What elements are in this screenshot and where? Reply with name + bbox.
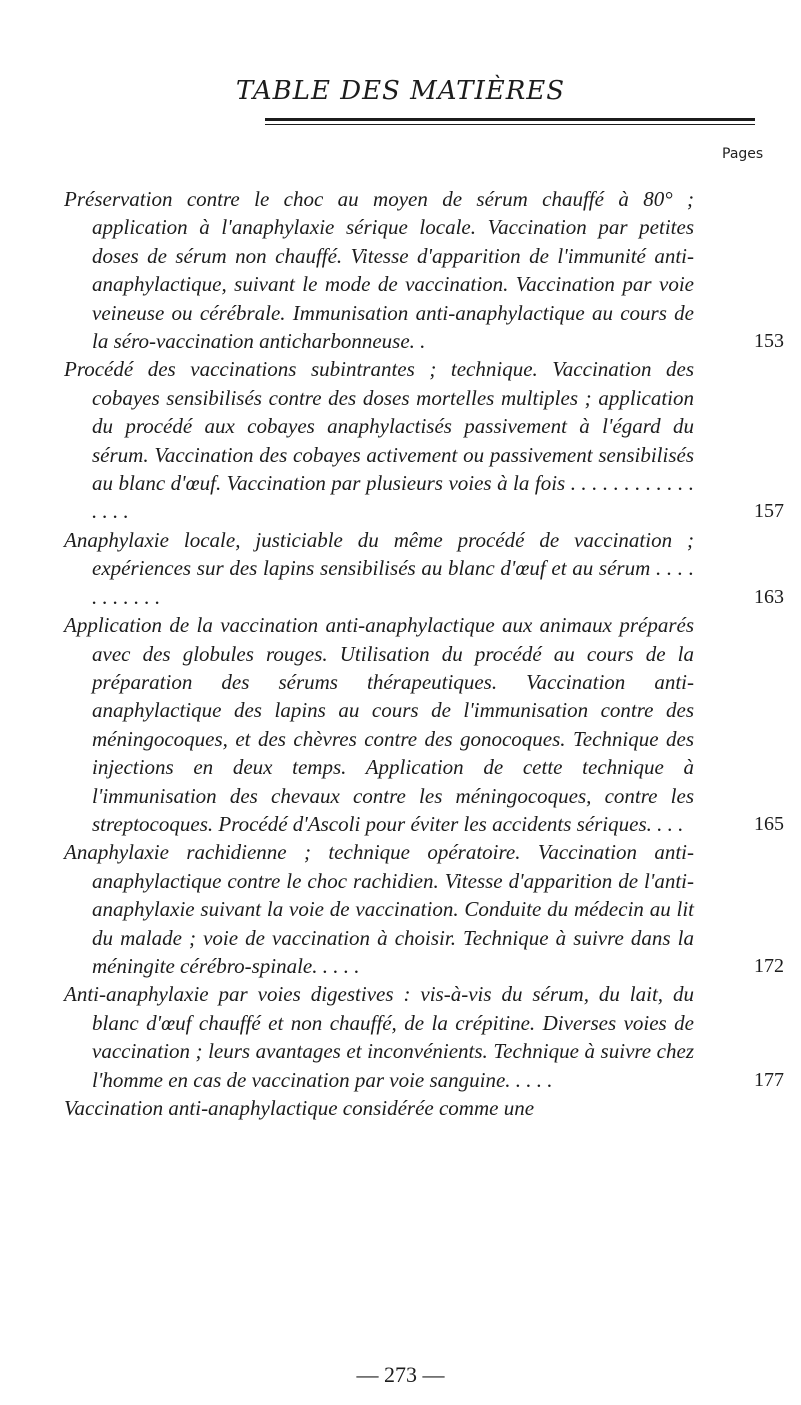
toc-entry-page: 163 [754,585,784,608]
toc-entry-text: Anaphylaxie rachidienne ; technique opératoire. Vaccination anti-anaphylactique contre le choc rachidien. Vitesse d'apparition de l'anti-anaphylaxie suivant la voie de vaccination. Conduite du médecin au lit du malade ; voie de vaccination à choisir. Technique à suivre dans la méningite cérébro-spinale. . . . . [64,840,694,978]
toc-entry-text: Anaphylaxie locale, justiciable du même procédé de vaccination ; expériences sur des lapins sensibilisés au blanc d'œuf et au sérum . . . . . . . . . . . [64,527,694,609]
toc-entry [64,611,784,838]
page-number: — 273 — [356,1362,445,1387]
toc-entries [64,185,784,1122]
toc-entry [64,1094,784,1122]
toc-entry [64,980,784,1094]
toc-entry-page: 165 [754,812,784,835]
pages-column-label: Pages [722,146,764,162]
toc-entry [64,355,784,525]
toc-entry-text: Vaccination anti-anaphylactique considérée comme une [64,1096,535,1120]
toc-entry [64,185,784,355]
toc-entry-text: Préservation contre le choc au moyen de sérum chauffé à 80° ; application à l'anaphylaxie sérique locale. Vaccination par petites doses de sérum non chauffé. Vitesse d'apparition de l'immunité anti-anaphylactique, suivant le mode de vaccination. Vaccination par voie veineuse ou cérébrale. Immunisation anti-anaphylactique au cours de la séro-vaccination anticharbonneuse. . [64,187,694,354]
toc-entry-page: 157 [754,500,784,523]
toc-entry-text: Application de la vaccination anti-anaphylactique aux animaux préparés avec des globules rouges. Utilisation du procédé au cours de la préparation des sérums thérapeutiques. Vaccination anti-anaphylactique des lapins au cours de l'immunisation contre des méningocoques, et des chèvres contre des gonocoques. Technique des injections en deux temps. Application de cette technique à l'immunisation des chevaux contre les méningocoques, contre les streptocoques. Procédé d'Ascoli pour éviter les accidents sériques. . . . [64,613,694,836]
running-title: TABLE DES MATIÈRES [235,76,566,106]
toc-entry-page: 153 [754,330,784,353]
header-rule-thin [265,124,755,125]
toc-entry [64,838,784,980]
toc-entry-text: Anti-anaphylaxie par voies digestives : vis-à-vis du sérum, du lait, du blanc d'œuf chauffé et non chauffé, de la crépitine. Diverses voies de vaccination ; leurs avantages et inconvénients. Technique à suivre chez l'homme en cas de vaccination par voie sanguine. . . . . [64,982,694,1092]
toc-entry-page: 177 [754,1068,784,1091]
toc-entry [64,526,784,611]
toc-entry-text: Procédé des vaccinations subintrantes ; technique. Vaccination des cobayes sensibilisés contre des doses mortelles multiples ; application du procédé aux cobayes anaphylactisés passivement à l'égard du sérum. Vaccination des cobayes activement ou passivement sensibilisés au blanc d'œuf. Vaccination par plusieurs voies à la fois . . . . . . . . . . . . . . . . [64,357,694,524]
toc-entry-page: 172 [754,954,784,977]
header-rule-thick [265,118,755,121]
